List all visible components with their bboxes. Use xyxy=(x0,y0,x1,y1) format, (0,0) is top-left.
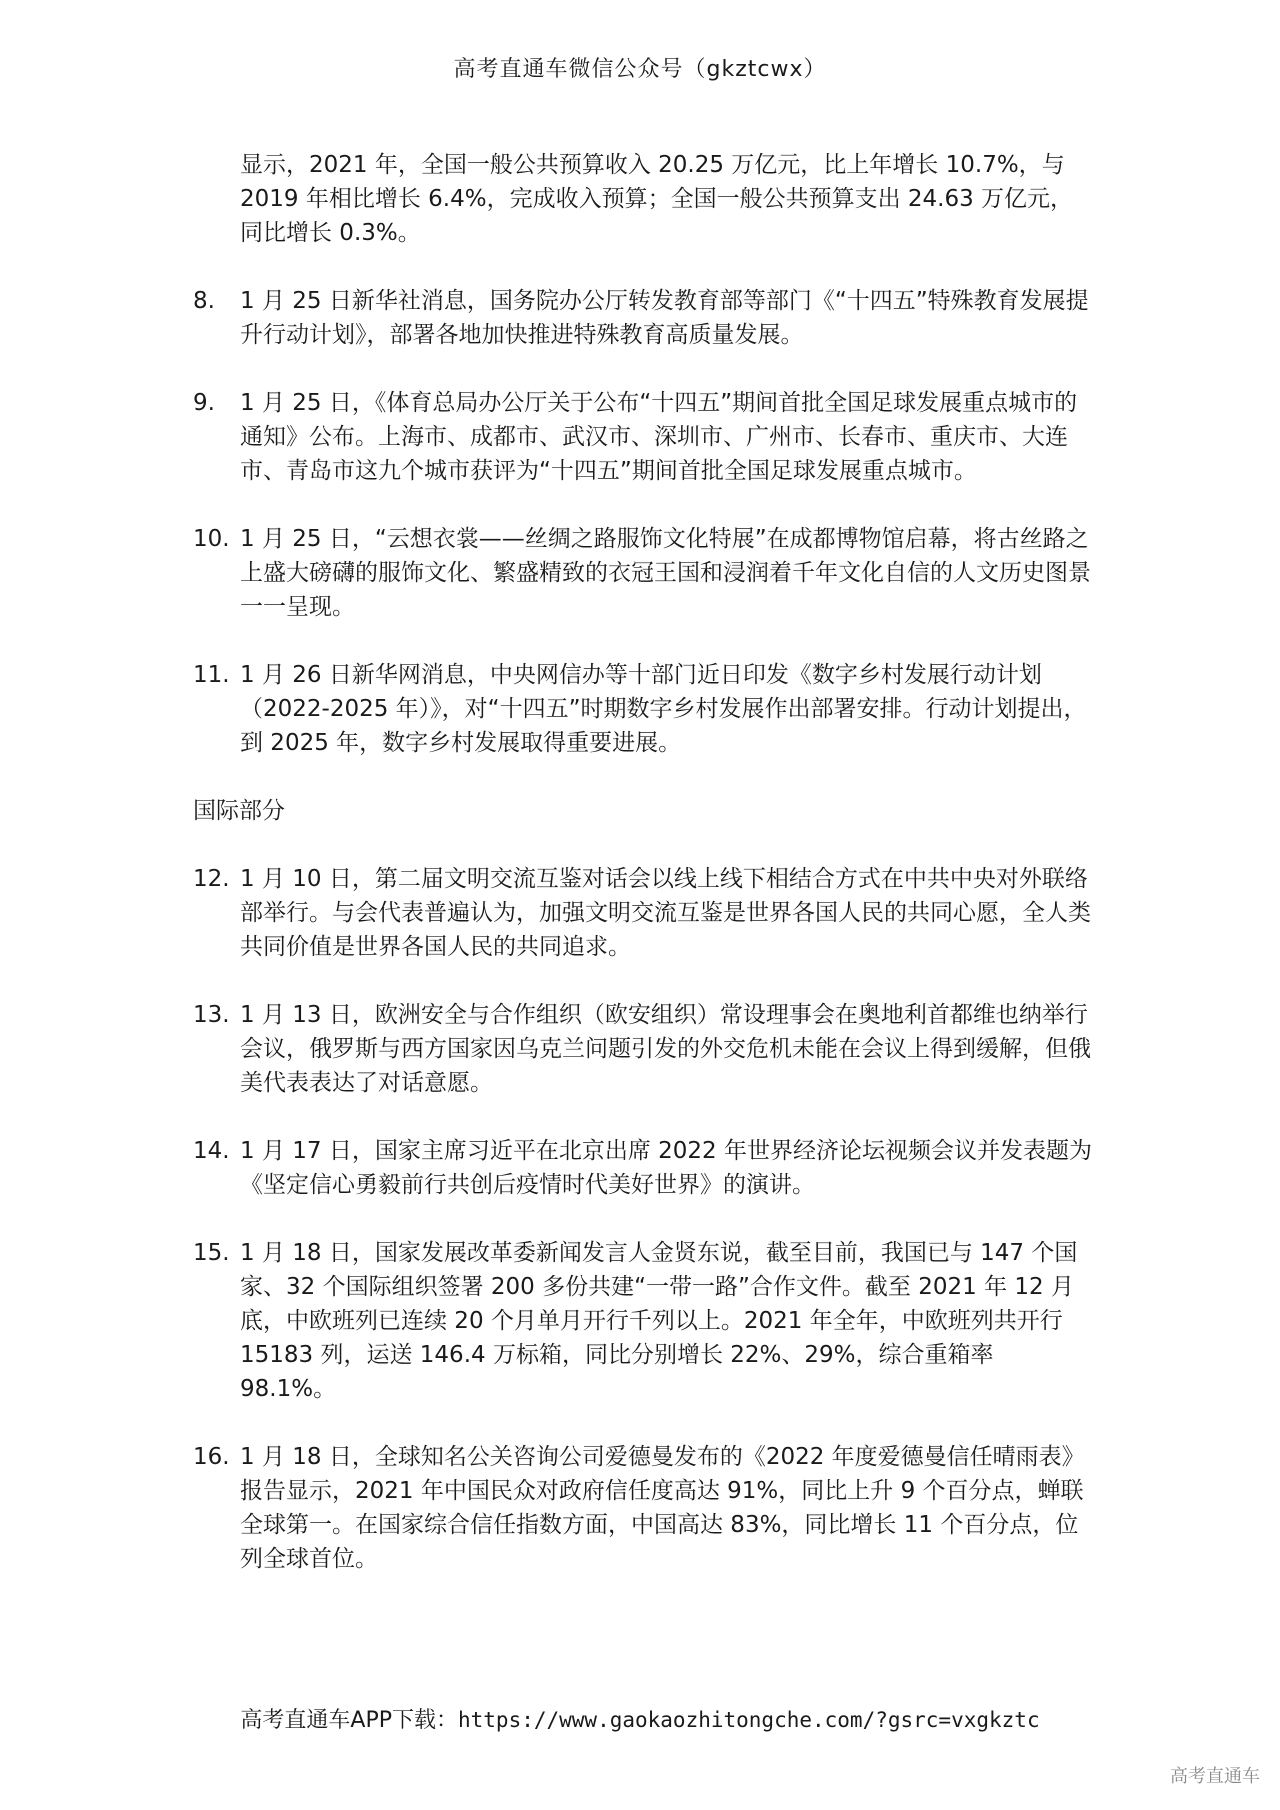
list-item xyxy=(193,658,1093,760)
item-number: 15. xyxy=(193,1240,230,1266)
document-body xyxy=(193,148,1093,1610)
item-number: 14. xyxy=(193,1138,230,1164)
list-item xyxy=(193,1440,1093,1576)
item-text: 1 月 10 日，第二届文明交流互鉴对话会以线上线下相结合方式在中共中央对外联络部举行。与会代表普遍认为，加强文明交流互鉴是世界各国人民的共同心愿，全人类共同价值是世界各国人民的共同追求。 xyxy=(240,866,1091,960)
list-item xyxy=(193,284,1093,352)
item-number: 13. xyxy=(193,1002,230,1028)
item-text: 1 月 17 日，国家主席习近平在北京出席 2022 年世界经济论坛视频会议并发表题为《坚定信心勇毅前行共创后疫情时代美好世界》的演讲。 xyxy=(240,1138,1092,1198)
page-footer xyxy=(0,1703,1280,1734)
item-number: 10. xyxy=(193,526,230,552)
item-number: 12. xyxy=(193,866,230,892)
list-item xyxy=(193,862,1093,964)
footer-label: 高考直通车APP下载： xyxy=(240,1708,458,1733)
international-list xyxy=(193,862,1093,1576)
item-text: 1 月 18 日，全球知名公关咨询公司爱德曼发布的《2022 年度爱德曼信任晴雨表》报告显示，2021 年中国民众对政府信任度高达 91%，同比上升 9 个百分点，蝉联全球第一。在国家综合信任指数方面，中国高达 83%，同比增长 11 个百分点，位列全球首位。 xyxy=(240,1444,1085,1572)
item-text: 1 月 25 日，《体育总局办公厅关于公布“十四五”期间首批全国足球发展重点城市的通知》公布。上海市、成都市、武汉市、深圳市、广州市、长春市、重庆市、大连市、青岛市这九个城市获评为“十四五”期间首批全国足球发展重点城市。 xyxy=(240,390,1078,484)
page-header: 高考直通车微信公众号（gkztcwx） xyxy=(453,57,827,82)
item-text: 1 月 25 日，“云想衣裳——丝绸之路服饰文化特展”在成都博物馆启幕，将古丝路之上盛大磅礴的服饰文化、繁盛精致的衣冠王国和浸润着千年文化自信的人文历史图景一一呈现。 xyxy=(240,526,1091,620)
list-item xyxy=(193,386,1093,488)
list-item xyxy=(193,1236,1093,1406)
watermark: 高考直通车 xyxy=(1170,1766,1260,1787)
item-number: 16. xyxy=(193,1444,230,1470)
item-text: 1 月 25 日新华社消息，国务院办公厅转发教育部等部门《“十四五”特殊教育发展提升行动计划》，部署各地加快推进特殊教育高质量发展。 xyxy=(240,288,1089,348)
item-number: 11. xyxy=(193,662,230,688)
item-text: 1 月 26 日新华网消息，中央网信办等十部门近日印发《数字乡村发展行动计划（2022-2025 年）》，对“十四五”时期数字乡村发展作出部署安排。行动计划提出，到 2025 年，数字乡村发展取得重要进展。 xyxy=(240,662,1087,756)
list-item xyxy=(193,998,1093,1100)
download-link[interactable]: https://www.gaokaozhitongche.com/?gsrc=vxgkztc xyxy=(458,1708,1040,1732)
domestic-list xyxy=(193,284,1093,760)
list-item xyxy=(193,1134,1093,1202)
intro-paragraph: 显示，2021 年，全国一般公共预算收入 20.25 万亿元，比上年增长 10.7%，与 2019 年相比增长 6.4%，完成收入预算；全国一般公共预算支出 24.63 万亿元，同比增长 0.3%。 xyxy=(240,152,1074,246)
item-text: 1 月 18 日，国家发展改革委新闻发言人金贤东说，截至目前，我国已与 147 个国家、32 个国际组织签署 200 多份共建“一带一路”合作文件。截至 2021 年 12 月底，中欧班列已连续 20 个月单月开行千列以上。2021 年全年，中欧班列共开行 15183 列，运送 146.4 万标箱，同比分别增长 22%、29%，综合重箱率 98.1%。 xyxy=(240,1240,1078,1402)
item-text: 1 月 13 日，欧洲安全与合作组织（欧安组织）常设理事会在奥地利首都维也纳举行会议，俄罗斯与西方国家因乌克兰问题引发的外交危机未能在会议上得到缓解，但俄美代表表达了对话意愿。 xyxy=(240,1002,1091,1096)
list-item xyxy=(193,522,1093,624)
section-heading-international: 国际部分 xyxy=(193,798,285,824)
item-number: 9. xyxy=(193,390,215,416)
item-number: 8. xyxy=(193,288,215,314)
